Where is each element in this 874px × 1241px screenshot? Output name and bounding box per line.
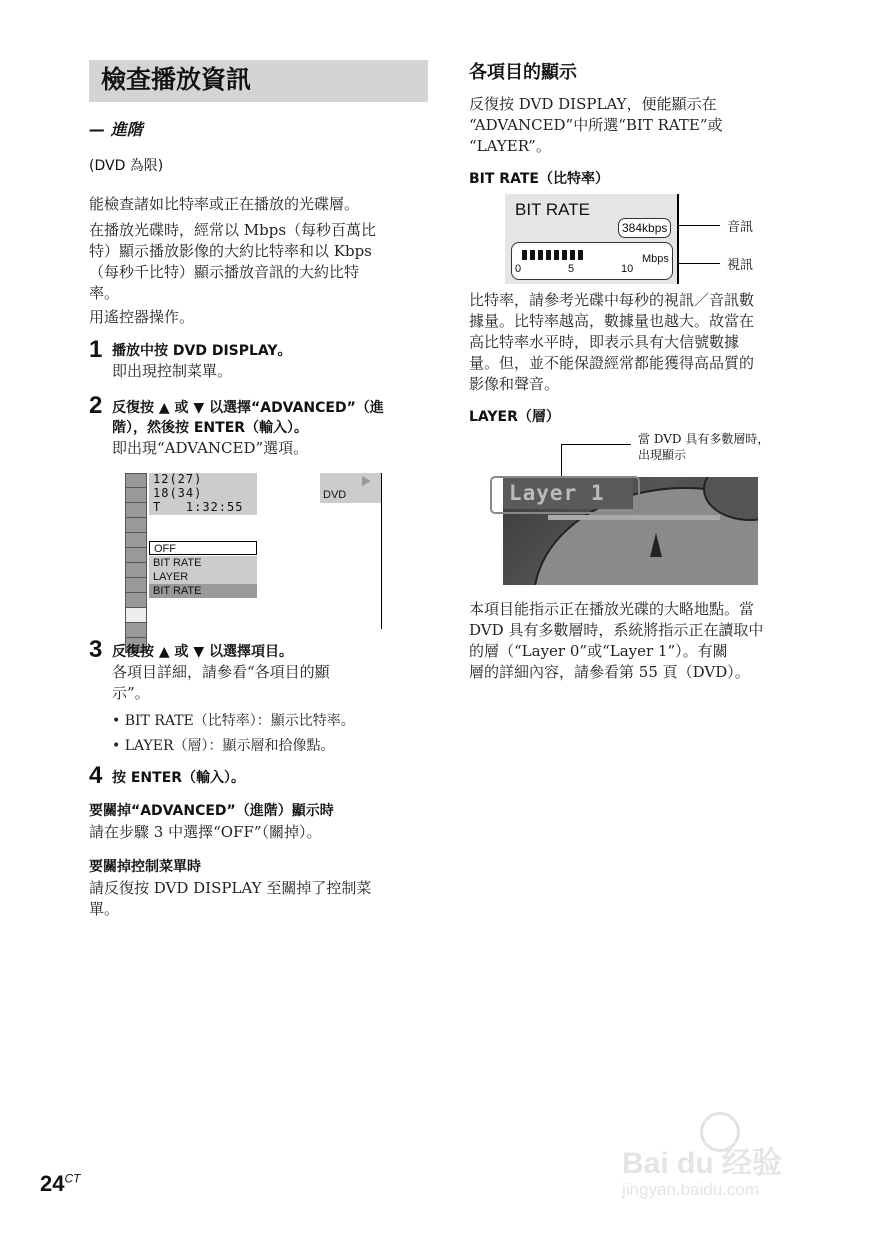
layer-callout-text: 當 DVD 具有多數層時， 出現顯示 <box>638 432 770 462</box>
audio-bitrate-value: 384kbps <box>618 218 671 238</box>
menu-info-line-1: 12(27) <box>153 472 203 486</box>
video-bitrate-scale-10: 10 <box>621 263 634 275</box>
video-bitrate-scale-5: 5 <box>568 263 575 275</box>
watermark-url: jingyan.baidu.com <box>622 1180 760 1199</box>
step-4: 按 ENTER（輸入）。 <box>112 770 246 786</box>
layer-display-text: Layer 1 <box>509 481 605 505</box>
bitrate-heading: BIT RATE（比特率） <box>469 171 609 187</box>
menu-option-off[interactable]: OFF <box>149 541 257 555</box>
bullet-layer: • LAYER（層）：顯示層和拾像點。 <box>112 738 335 754</box>
video-label: 視訊 <box>727 258 754 273</box>
menu-option-layer[interactable]: LAYER <box>149 570 257 584</box>
menu-icon-column <box>125 473 147 653</box>
layer-callout-line-v <box>561 444 562 477</box>
bullet-bit-rate: • BIT RATE（比特率）：顯示比特率。 <box>112 713 355 729</box>
video-bitrate-unit: Mbps <box>642 253 669 265</box>
video-bitrate-scale-0: 0 <box>515 263 522 275</box>
bullet-list <box>112 711 432 757</box>
subtitle: — 進階 <box>89 120 143 139</box>
dvd-only-note: (DVD 為限) <box>89 158 164 174</box>
turn-off-menu-text: 請反復按 DVD DISPLAY 至關掉了控制菜 單。 <box>89 879 372 918</box>
progress-pointer-icon <box>650 533 662 557</box>
audio-pointer-line <box>678 225 720 226</box>
right-intro: 反復按 DVD DISPLAY，便能顯示在 “ADVANCED”中所選“BIT RATE”或 “LAYER”。 <box>469 95 723 155</box>
advanced-menu-illustration <box>125 473 382 629</box>
video-pointer-line <box>678 263 720 264</box>
menu-play-icon <box>362 476 371 486</box>
page-number: $24^{CT}$ <box>40 1171 81 1196</box>
progress-track <box>548 515 720 520</box>
step-3: 反復按 ▲ 或 ▼ 以選擇項目。 各項目詳細，請參看“各項目的顯 示”。 <box>112 644 330 702</box>
step-2: 反復按 ▲ 或 ▼ 以選擇“ADVANCED”（進 階），然後按 ENTER（輸入）。 即出現“ADVANCED”選項。 <box>112 400 384 457</box>
right-heading: 各項目的顯示 <box>469 62 577 83</box>
layer-highlight-frame <box>490 476 640 514</box>
page-title: 檢查播放資訊 <box>101 65 252 94</box>
menu-info-line-2: 18(34) <box>153 486 203 500</box>
menu-option-selected[interactable]: BIT RATE <box>149 584 257 598</box>
layer-callout-line-h <box>561 444 631 445</box>
turn-off-advanced-heading: 要關掉“ADVANCED”（進階）顯示時 <box>89 803 334 819</box>
step-1: 播放中按 DVD DISPLAY。 即出現控制菜單。 <box>112 343 292 380</box>
layer-heading: LAYER（層） <box>469 409 560 425</box>
bitrate-description: 比特率，請參考光碟中每秒的視訊／音訊數 據量。比特率越高，數據量也越大。故當在 高比特率水平時，即表示具有大信號數據 量。但，並不能保證經常都能獲得高品質的 影像和聲音。 <box>469 291 755 393</box>
video-bitrate-box <box>511 242 673 280</box>
step-4-number: 4 <box>89 762 103 789</box>
step-1-number: 1 <box>89 336 103 363</box>
video-bitrate-meter <box>522 250 584 260</box>
intro-paragraph: 能檢查諸如比特率或正在播放的光碟層。 在播放光碟時，經常以 Mbps（每秒百萬比 特）顯示播放影像的大約比特率和以 Kbps （每秒千比特）顯示播放音訊的大約比特 率。 用遙控器操作。 <box>89 195 377 326</box>
turn-off-advanced-text: 請在步驟 3 中選擇“OFF”（關掉）。 <box>89 823 322 841</box>
layer-description: 本項目能指示正在播放光碟的大略地點。當 DVD 具有多數層時，系統將指示正在讀取中 的層（“Layer 0”或“Layer 1”）。有關 層的詳細內容，請參看第 55 頁（DVD）。 <box>469 600 764 681</box>
bitrate-display-title: BIT RATE <box>515 200 590 219</box>
menu-disc-label: DVD <box>323 489 347 501</box>
turn-off-menu-heading: 要關掉控制菜單時 <box>89 859 201 875</box>
step-2-number: 2 <box>89 392 103 419</box>
step-3-number: 3 <box>89 636 103 663</box>
audio-label: 音訊 <box>727 220 754 235</box>
menu-option-bit-rate[interactable]: BIT RATE <box>149 556 257 570</box>
menu-info-line-3: T 1:32:55 <box>153 500 244 514</box>
watermark-brand: Bai du 经验 <box>622 1147 783 1180</box>
bitrate-display <box>505 194 679 284</box>
